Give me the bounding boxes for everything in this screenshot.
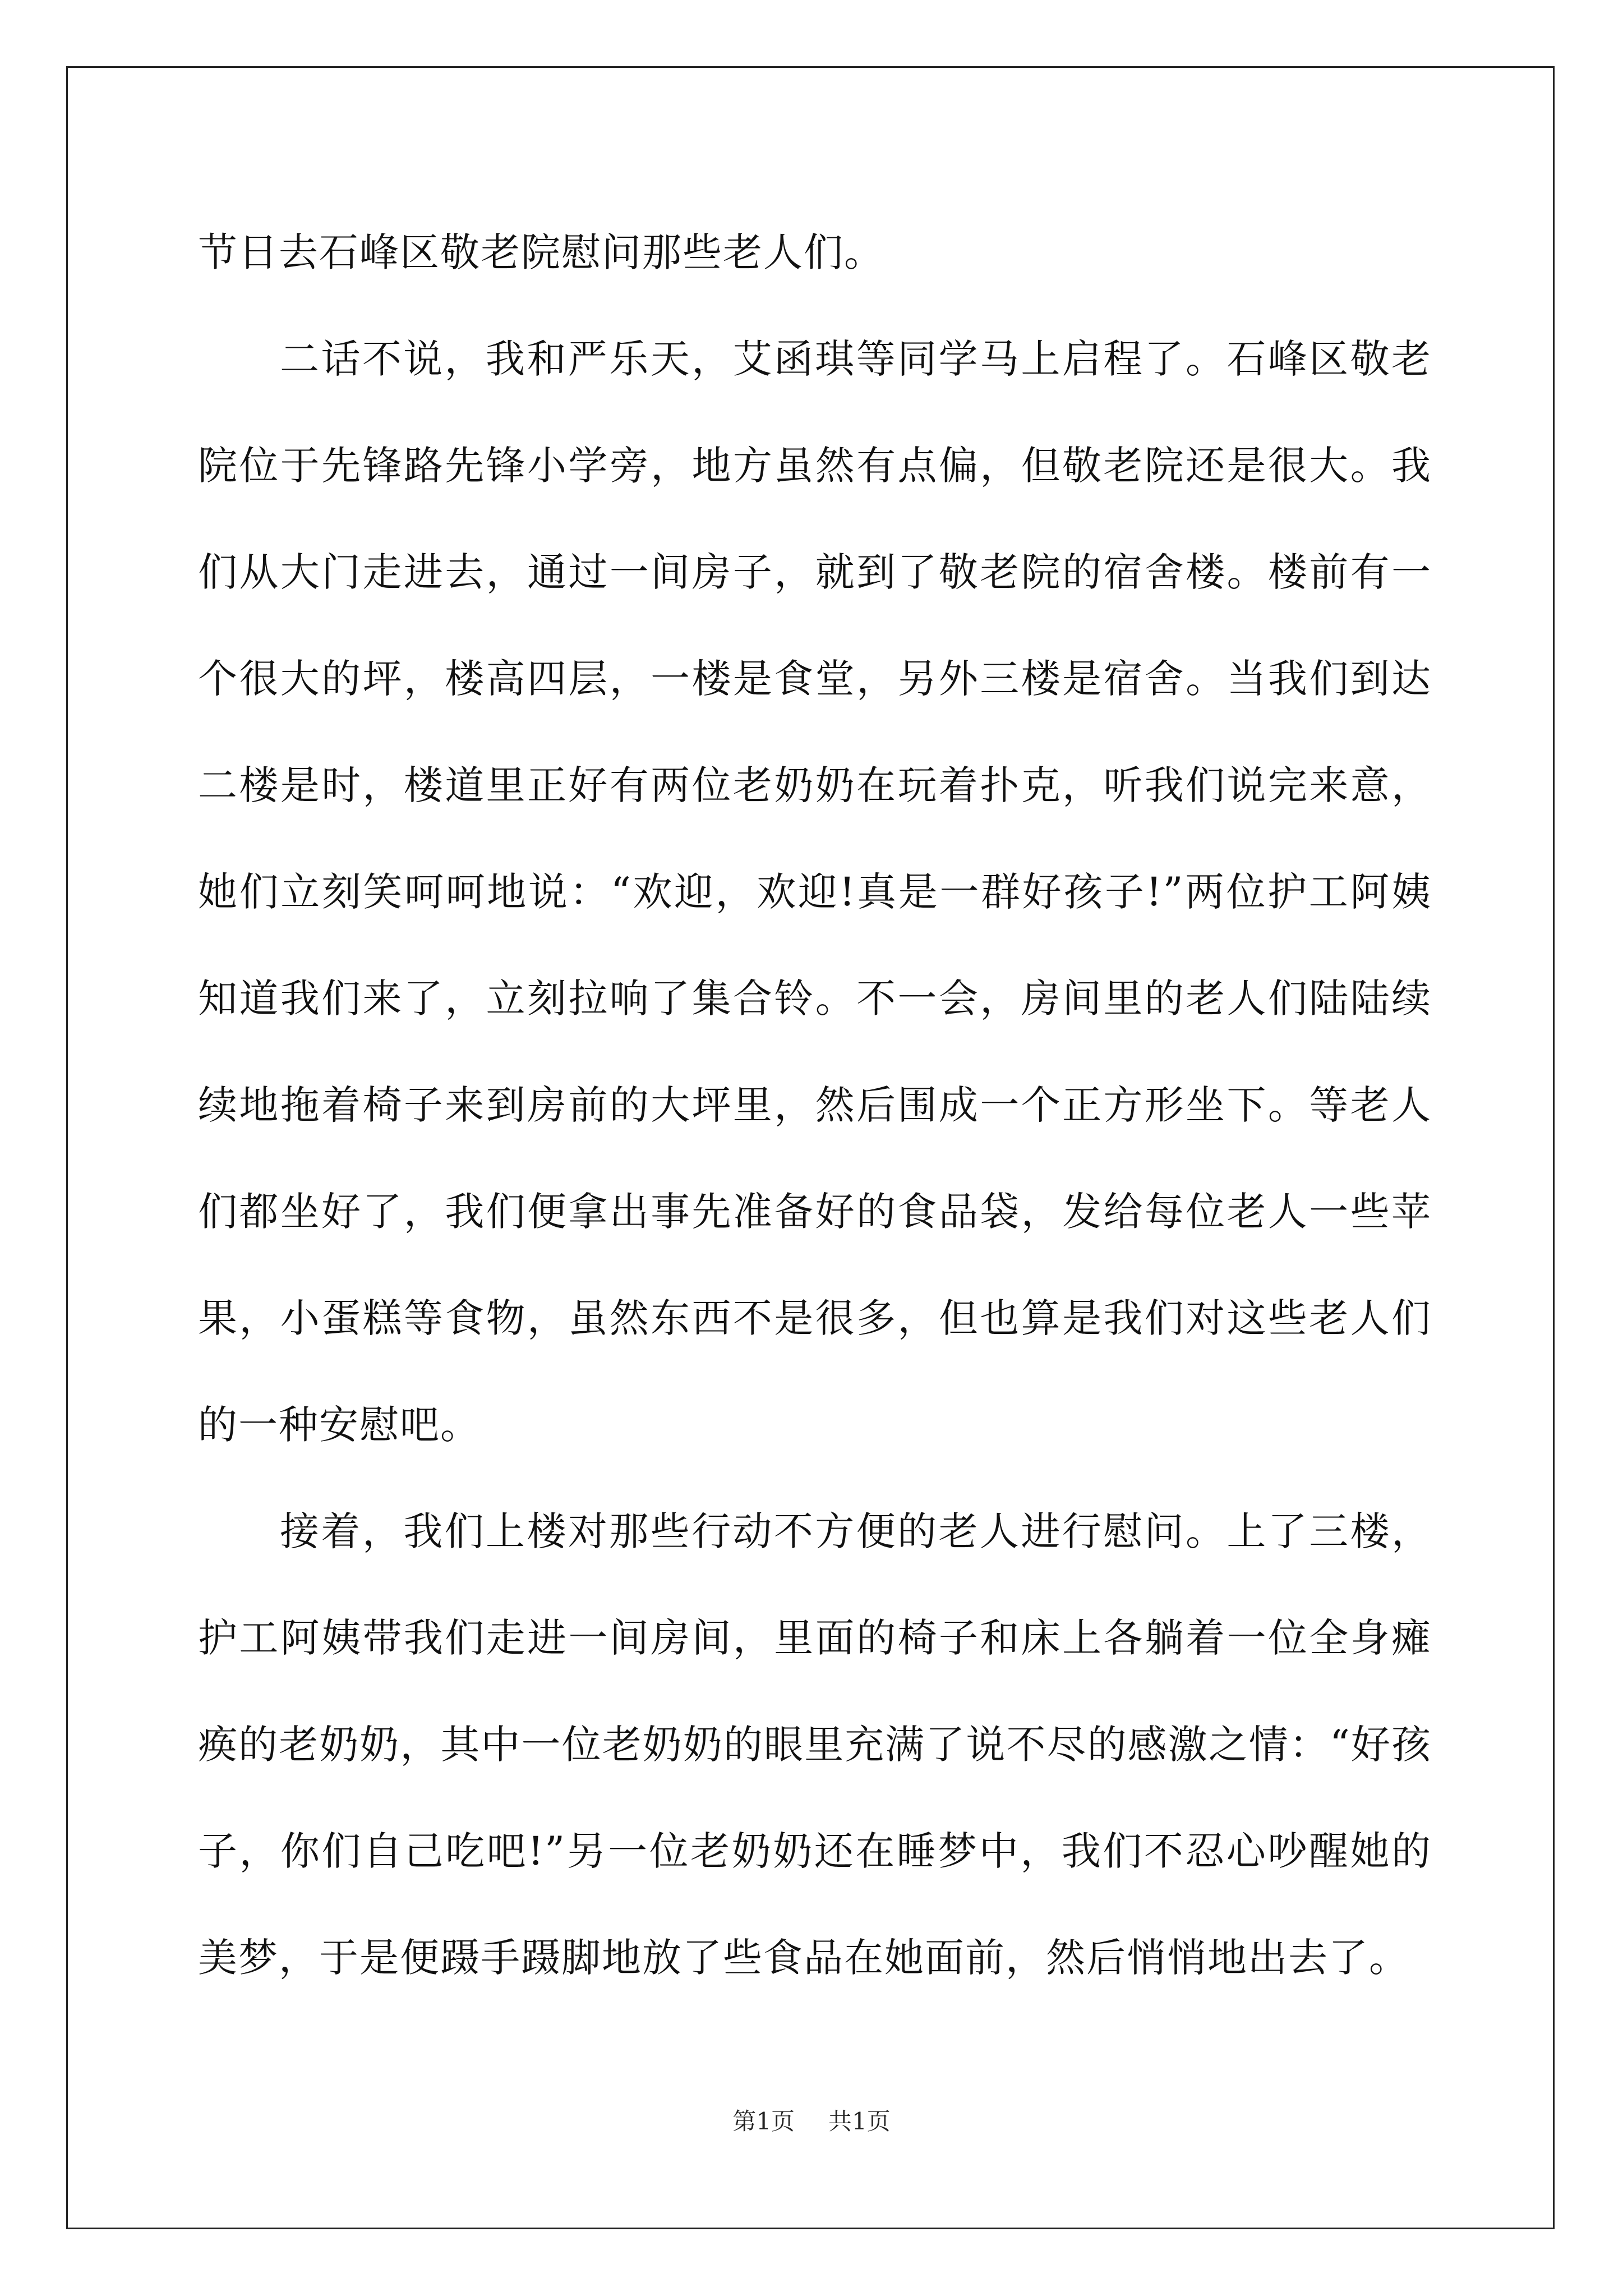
page-number: 第1页 [732,2108,795,2135]
paragraph-2: 二话不说，我和严乐天，艾函琪等同学马上启程了。石峰区敬老院位于先锋路先锋小学旁，地方虽然有点偏，但敬老院还是很大。我们从大门走进去，通过一间房子，就到了敬老院的宿舍楼。楼前有一个很大的坪，楼高四层，一楼是食堂，另外三楼是宿舍。当我们到达二楼是时，楼道里正好有两位老奶奶在玩着扑克，听我们说完来意，她们立刻笑呵呵地说：“欢迎，欢迎!真是一群好孩子!”两位护工阿姨知道我们来了，立刻拉响了集合铃。不一会，房间里的老人们陆陆续续地拖着椅子来到房前的大坪里，然后围成一个正方形坐下。等老人们都坐好了，我们便拿出事先准备好的食品袋，发给每位老人一些苹果，小蛋糕等食物，虽然东西不是很多，但也算是我们对这些老人们的一种安慰吧。 [198,336,1432,1448]
page-footer [0,2105,1623,2138]
paragraph-1: 节日去石峰区敬老院慰问那些老人们。 [198,229,884,275]
document-body [198,199,1432,2011]
page-total: 共1页 [828,2108,891,2135]
paragraph-3: 接着，我们上楼对那些行动不方便的老人进行慰问。上了三楼，护工阿姨带我们走进一间房间，里面的椅子和床上各躺着一位全身瘫痪的老奶奶，其中一位老奶奶的眼里充满了说不尽的感激之情：“好孩子，你们自己吃吧!”另一位老奶奶还在睡梦中，我们不忍心吵醒她的美梦，于是便蹑手蹑脚地放了些食品在她面前，然后悄悄地出去了。 [198,1508,1432,1981]
